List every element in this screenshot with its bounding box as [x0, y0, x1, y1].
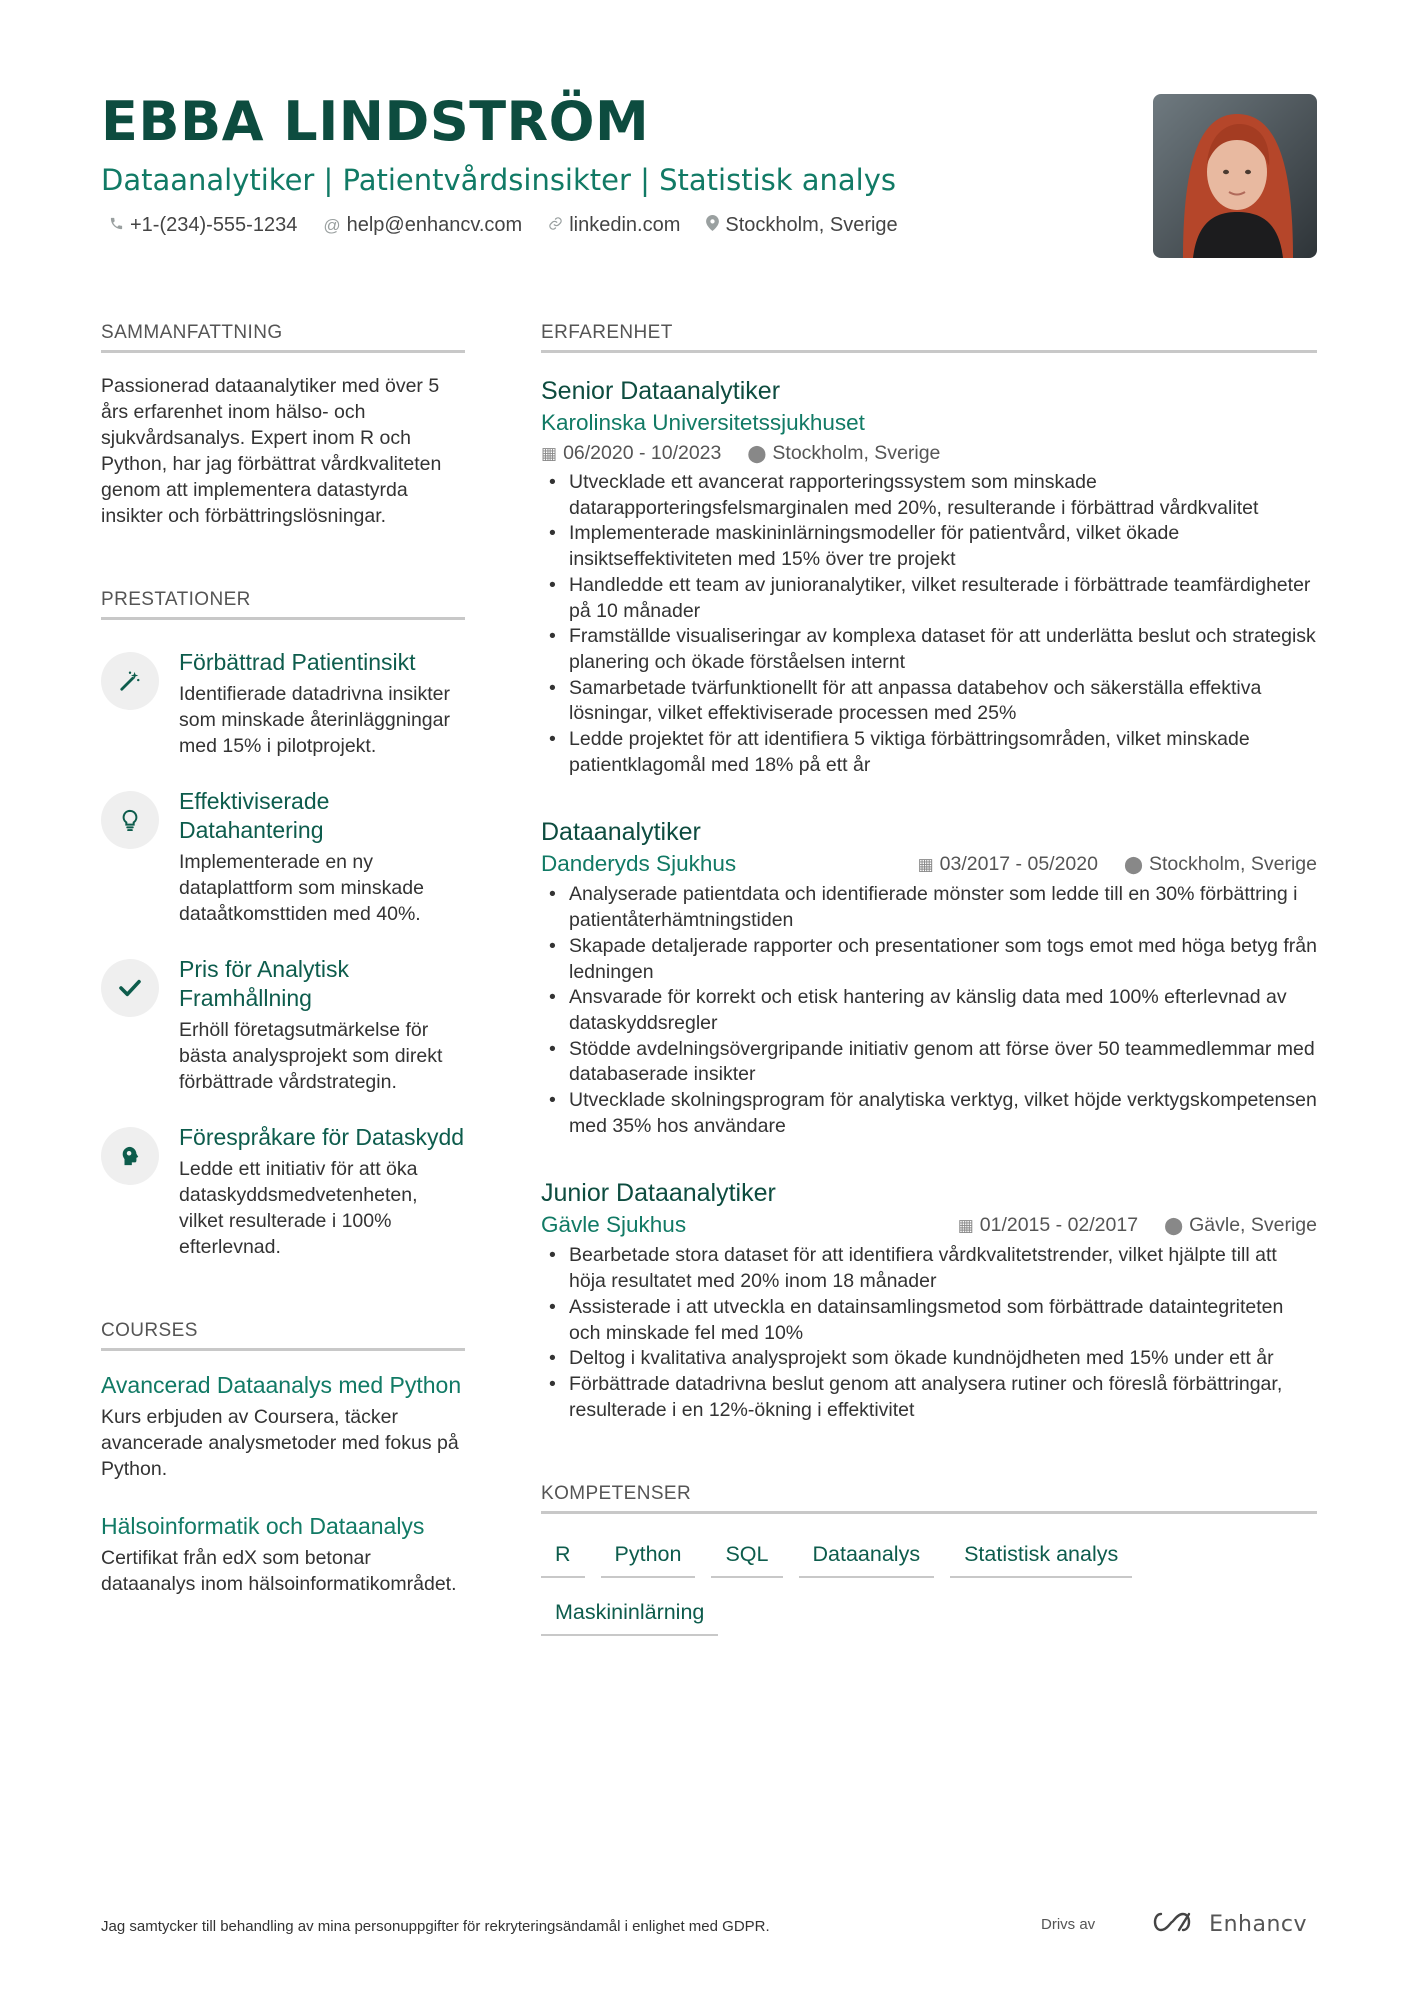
job-bullet: • Implementerade maskininlärningsmodeller för patientvård, vilket ökade insiktseffektiviteten med 15% över tre projekt — [541, 521, 1317, 572]
skills-list — [541, 1536, 1317, 1636]
location-pin-icon: ⬤ — [1123, 854, 1143, 874]
job-title: Junior Dataanalytiker — [541, 1179, 776, 1208]
job-bullet: • Analyserade patientdata och identifierade mönster som ledde till en 30% förbättring i patientåterhämtningstiden — [541, 882, 1317, 933]
summary-text: Passionerad dataanalytiker med över 5 års erfarenhet inom hälso- och sjukvårdsanalys. Expert inom R och Python, har jag förbättrat vårdkvaliteten genom att implementera datastyrda insikter och förbättringslösningar. — [101, 375, 442, 527]
job-bullet: • Utvecklade ett avancerat rapporteringssystem som minskade datarapporteringsfelsmarginalen med 20%, resulterande i förbättrad vårdkvalitet — [541, 470, 1317, 521]
job-bullets — [541, 1243, 1317, 1423]
left-column — [101, 320, 465, 1597]
job-meta — [541, 439, 1317, 468]
achievement-text: Erhöll företagsutmärkelse för bästa analysprojekt som direkt förbättrade vårdstrategin. — [179, 1019, 443, 1093]
job-bullet: • Utvecklade skolningsprogram för analytiska verktyg, vilket höjde verktygskompetensen med 35% hos användare — [541, 1088, 1317, 1139]
brand-name: Enhancv — [1209, 1911, 1307, 1937]
achievement-text: Identifierade datadrivna insikter som minskade återinläggningar med 15% i pilotprojekt. — [179, 683, 450, 757]
at-icon: @ — [323, 215, 341, 235]
location-pin-icon — [706, 215, 719, 236]
job-dates: ▦ 01/2015 - 02/2017 — [957, 1213, 1139, 1236]
course-item — [101, 1371, 465, 1482]
skills-section — [541, 1481, 1317, 1636]
achievement-item — [101, 648, 465, 759]
skill-tag: Statistisk analys — [950, 1536, 1132, 1578]
job-bullet: • Ledde projektet för att identifiera 5 viktiga förbättringsområden, vilket minskade patientklagomål med 18% på ett år — [541, 727, 1317, 778]
calendar-icon: ▦ — [957, 1215, 974, 1235]
job-title: Dataanalytiker — [541, 818, 701, 847]
company-meta-row — [541, 848, 1317, 880]
contact-phone[interactable] — [109, 214, 297, 237]
achievement-text: Implementerade en ny dataplattform som minskade dataåtkomsttiden med 40%. — [179, 851, 424, 925]
achievement-text: Ledde ett initiativ för att öka dataskyddsmedvetenheten, vilket resulterade i 100% efterlevnad. — [179, 1158, 418, 1258]
achievement-item — [101, 955, 465, 1095]
email-text: help@enhancv.com — [346, 214, 523, 236]
course-item — [101, 1512, 465, 1597]
company-name: Karolinska Universitetssjukhuset — [541, 410, 865, 435]
contact-row — [101, 214, 1131, 237]
course-text: Certifikat från edX som betonar dataanalys inom hälsoinformatikområdet. — [101, 1547, 457, 1595]
achievement-item — [101, 1123, 465, 1260]
experience-section — [541, 320, 1317, 1423]
job-bullet: • Skapade detaljerade rapporter och presentationer som togs emot med höga betyg från ledningen — [541, 934, 1317, 985]
job-entry — [541, 816, 1317, 1139]
course-text: Kurs erbjuden av Coursera, täcker avancerade analysmetoder med fokus på Python. — [101, 1406, 459, 1480]
job-bullet: • Deltog i kvalitativa analysprojekt som ökade kundnöjdheten med 15% under ett år — [541, 1346, 1317, 1372]
job-bullet: • Ansvarade för korrekt och etisk hantering av känslig data med 100% efterlevnad av dataskyddsregler — [541, 985, 1317, 1036]
job-location: ⬤ Gävle, Sverige — [1164, 1213, 1317, 1236]
achievement-item — [101, 787, 465, 927]
job-meta — [918, 850, 1317, 879]
summary-title: SAMMANFATTNING — [101, 320, 465, 353]
company-meta-row — [541, 1209, 1317, 1241]
course-title: Avancerad Dataanalys med Python — [101, 1372, 462, 1398]
achievement-title: Pris för Analytisk Framhållning — [179, 956, 349, 1011]
courses-title: COURSES — [101, 1318, 465, 1351]
skill-tag: Python — [601, 1536, 696, 1578]
job-bullet: • Bearbetade stora dataset för att identifiera vårdkvalitetstrender, vilket hjälpte till att höja resultatet med 20% inom 18 månader — [541, 1243, 1317, 1294]
achievements-section — [101, 587, 465, 1260]
company-name: Gävle Sjukhus — [541, 1212, 687, 1238]
phone-text: +1-(234)-555-1234 — [130, 214, 298, 236]
experience-title: ERFARENHET — [541, 320, 1317, 353]
job-dates: ▦ 06/2020 - 10/2023 — [541, 442, 722, 464]
skill-tag: R — [541, 1536, 585, 1578]
check-icon — [101, 959, 159, 1017]
contact-email[interactable] — [323, 214, 522, 237]
calendar-icon: ▦ — [917, 854, 934, 874]
link-icon — [548, 216, 563, 236]
course-title: Hälsoinformatik och Dataanalys — [101, 1513, 425, 1539]
powered-by-label: Drivs av — [1041, 1915, 1096, 1933]
job-bullet: • Framställde visualiseringar av komplexa dataset för att underlätta beslut och strategisk planering och ökade förståelsen internt — [541, 624, 1317, 675]
courses-section — [101, 1318, 465, 1597]
linkedin-text: linkedin.com — [569, 214, 681, 236]
job-bullets — [541, 470, 1317, 778]
candidate-name: EBBA LINDSTRÖM — [101, 90, 650, 153]
magic-wand-icon — [101, 652, 159, 710]
company-name: Danderyds Sjukhus — [541, 851, 737, 877]
job-bullet: • Förbättrade datadrivna beslut genom att analysera rutiner och föreslå förbättringar, resulterade i en 12%-ökning i effektivitet — [541, 1372, 1317, 1423]
phone-icon — [109, 216, 124, 236]
skill-tag: Maskininlärning — [541, 1594, 718, 1636]
skill-tag: Dataanalys — [799, 1536, 935, 1578]
gdpr-consent: Jag samtycker till behandling av mina personuppgifter för rekryteringsändamål i enlighet med GDPR. — [101, 1918, 770, 1935]
job-location: ⬤ Stockholm, Sverige — [747, 442, 941, 464]
branding[interactable] — [1041, 1910, 1307, 1938]
job-entry — [541, 375, 1317, 778]
job-title: Senior Dataanalytiker — [541, 377, 781, 405]
job-bullet: • Assisterade i att utveckla en datainsamlingsmetod som förbättrade dataintegriteten och minskade fel med 10% — [541, 1295, 1317, 1346]
job-bullets — [541, 882, 1317, 1139]
calendar-icon: ▦ — [541, 444, 558, 463]
head-icon — [101, 1127, 159, 1185]
right-column — [541, 320, 1317, 1636]
candidate-headline: Dataanalytiker | Patientvårdsinsikter | Statistisk analys — [101, 163, 897, 197]
achievement-title: Förbättrad Patientinsikt — [179, 649, 416, 675]
enhancv-logo-icon — [1149, 1910, 1195, 1938]
lightbulb-icon — [101, 791, 159, 849]
job-bullet: • Stödde avdelningsövergripande initiativ genom att förse över 50 teammedlemmar med databaserade insikter — [541, 1037, 1317, 1088]
job-location: ⬤ Stockholm, Sverige — [1123, 852, 1317, 875]
achievement-title: Effektiviserade Datahantering — [179, 788, 330, 843]
skill-tag: SQL — [711, 1536, 782, 1578]
job-bullet: • Samarbetade tvärfunktionellt för att anpassa databehov och säkerställa effektiva lösningar, vilket effektiviserade processen med 25% — [541, 676, 1317, 727]
job-entry — [541, 1177, 1317, 1423]
contact-location — [706, 214, 897, 237]
profile-photo — [1153, 94, 1317, 258]
summary-section — [101, 320, 465, 529]
resume-header — [101, 90, 1131, 237]
achievement-title: Förespråkare för Dataskydd — [179, 1124, 465, 1150]
location-pin-icon: ⬤ — [747, 444, 767, 463]
achievements-title: PRESTATIONER — [101, 587, 465, 620]
location-text: Stockholm, Sverige — [725, 214, 898, 236]
job-dates: ▦ 03/2017 - 05/2020 — [917, 852, 1098, 875]
job-meta — [958, 1211, 1317, 1240]
contact-linkedin[interactable] — [548, 214, 680, 237]
job-bullet: • Handledde ett team av junioranalytiker, vilket resulterade i förbättrade teamfärdigheter på 10 månader — [541, 573, 1317, 624]
skills-title: KOMPETENSER — [541, 1481, 1317, 1514]
location-pin-icon: ⬤ — [1164, 1215, 1184, 1235]
